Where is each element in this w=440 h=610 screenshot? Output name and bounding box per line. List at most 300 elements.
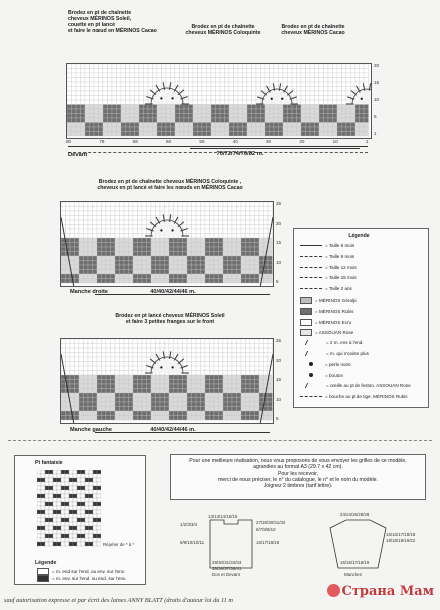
chart-cell — [192, 407, 197, 412]
chart-cell — [333, 69, 338, 74]
chart-cell — [79, 357, 84, 362]
chart-cell — [142, 274, 147, 279]
chart-cell — [207, 96, 212, 101]
fantaisie-cell — [61, 542, 65, 546]
chart-cell — [196, 371, 201, 376]
chart-cell — [232, 357, 237, 362]
chart-cell — [124, 238, 129, 243]
chart-cell — [237, 357, 242, 362]
chart-cell — [144, 73, 149, 78]
chart-cell — [259, 252, 264, 257]
chart-cell — [88, 393, 93, 398]
chart-cell — [174, 393, 179, 398]
chart-cell — [178, 402, 183, 407]
chart-cell — [160, 411, 165, 416]
chart-cell — [234, 132, 239, 137]
chart-cell — [292, 78, 297, 83]
chart-cell — [61, 265, 66, 270]
fantaisie-cell — [45, 470, 49, 474]
chart-cell — [237, 202, 242, 207]
manche-gauche-title: Manche gauche — [70, 427, 112, 433]
chart-cell — [214, 247, 219, 252]
chart-cell — [214, 344, 219, 349]
chart-cell — [246, 389, 251, 394]
chart-cell — [151, 393, 156, 398]
fantaisie-cell — [69, 490, 73, 494]
chart-cell — [66, 265, 71, 270]
chart-cell — [319, 69, 324, 74]
chart-cell — [129, 252, 134, 257]
chart-cell — [255, 411, 260, 416]
chart-cell — [120, 380, 125, 385]
chart-cell — [135, 91, 140, 96]
chart-cell — [93, 265, 98, 270]
chart-cell — [246, 393, 251, 398]
pt-fantaisie-title: Pt fantaisie — [35, 460, 63, 466]
legend-title: Légende — [348, 233, 370, 239]
fantaisie-cell — [49, 538, 53, 542]
fantaisie-cell — [61, 494, 65, 498]
chart-cell — [103, 105, 108, 110]
chart-cell — [198, 73, 203, 78]
chart-cell — [97, 384, 102, 389]
chart-cell — [139, 123, 144, 128]
chart-cell — [75, 357, 80, 362]
chart-cell — [106, 238, 111, 243]
chart-cell — [364, 82, 369, 87]
chart-cell — [219, 348, 224, 353]
chart-cell — [183, 344, 188, 349]
chart-cell — [189, 69, 194, 74]
chart-cell — [214, 207, 219, 212]
chart-cell — [333, 118, 338, 123]
chart-cell — [129, 411, 134, 416]
chart-cell — [108, 87, 113, 92]
chart-cell — [106, 211, 111, 216]
chart-cell — [237, 362, 242, 367]
chart-cell — [328, 118, 333, 123]
chart-cell — [144, 87, 149, 92]
fantaisie-cell — [49, 478, 53, 482]
chart-cell — [220, 69, 225, 74]
fantaisie-cell — [77, 526, 81, 530]
chart-cell — [138, 407, 143, 412]
fantaisie-cell — [85, 486, 89, 490]
fantaisie-cell — [69, 494, 73, 498]
chart-cell — [129, 229, 134, 234]
chart-cell — [130, 118, 135, 123]
chart-cell — [324, 105, 329, 110]
fantaisie-cell — [93, 494, 97, 498]
legend-item: = 2 m. ens à l'end. — [300, 340, 364, 345]
chart-cell — [94, 78, 99, 83]
chart-cell — [324, 132, 329, 137]
chart-cell — [151, 375, 156, 380]
chart-cell — [178, 216, 183, 221]
chart-cell — [187, 274, 192, 279]
chart-cell — [75, 279, 80, 284]
chart-cell — [151, 344, 156, 349]
chart-cell — [94, 114, 99, 119]
chart-cell — [180, 78, 185, 83]
chart-cell — [193, 118, 198, 123]
chart-cell — [94, 118, 99, 123]
chart-cell — [120, 225, 125, 230]
scale-label: 25 — [276, 338, 282, 343]
chart-cell — [214, 353, 219, 358]
chart-cell — [120, 202, 125, 207]
chart-cell — [268, 247, 273, 252]
fantaisie-cell — [89, 530, 93, 534]
chart-cell — [174, 375, 179, 380]
chart-cell — [223, 261, 228, 266]
chart-cell — [138, 279, 143, 284]
chart-cell — [337, 87, 342, 92]
chart-cell — [93, 407, 98, 412]
chart-cell — [139, 105, 144, 110]
chart-cell — [192, 393, 197, 398]
chart-cell — [205, 229, 210, 234]
chart-cell — [70, 238, 75, 243]
chart-cell — [223, 202, 228, 207]
chart-cell — [169, 238, 174, 243]
chart-cell — [76, 114, 81, 119]
chart-cell — [283, 64, 288, 69]
chart-cell — [171, 105, 176, 110]
chart-cell — [297, 64, 302, 69]
chart-cell — [220, 78, 225, 83]
chart-cell — [183, 339, 188, 344]
chart-cell — [138, 252, 143, 257]
chart-cell — [129, 256, 134, 261]
chart-cell — [210, 225, 215, 230]
chart-cell — [156, 279, 161, 284]
chart-cell — [228, 380, 233, 385]
chart-cell — [84, 366, 89, 371]
chart-cell — [228, 279, 233, 284]
chart-cell — [117, 118, 122, 123]
chart-cell — [147, 252, 152, 257]
chart-cell — [148, 64, 153, 69]
chart-cell — [79, 252, 84, 257]
chart-cell — [211, 69, 216, 74]
chart-cell — [207, 118, 212, 123]
chart-cell — [246, 256, 251, 261]
legend-item: = MÉRINOS Rubis — [300, 308, 353, 315]
chart-cell — [219, 357, 224, 362]
chart-cell — [306, 105, 311, 110]
chart-cell — [232, 211, 237, 216]
chart-cell — [88, 402, 93, 407]
chart-cell — [205, 353, 210, 358]
chart-cell — [261, 105, 266, 110]
fantaisie-cell — [37, 494, 41, 498]
chart-cell — [256, 69, 261, 74]
chart-cell — [220, 105, 225, 110]
chart-cell — [223, 339, 228, 344]
chart-cell — [166, 114, 171, 119]
chart-cell — [115, 384, 120, 389]
fantaisie-cell — [77, 518, 81, 522]
chart-cell — [183, 362, 188, 367]
chart-cell — [238, 118, 243, 123]
chart-cell — [178, 398, 183, 403]
fantaisie-cell — [81, 530, 85, 534]
chart-cell — [241, 344, 246, 349]
chart-cell — [333, 123, 338, 128]
fantaisie-cell — [41, 522, 45, 526]
fantaisie-cell — [77, 502, 81, 506]
chart-cell — [306, 73, 311, 78]
chart-cell — [84, 279, 89, 284]
chart-cell — [223, 229, 228, 234]
chart-cell — [252, 114, 257, 119]
fantaisie-cell — [97, 474, 101, 478]
chart-cell — [333, 91, 338, 96]
chart-cell — [124, 216, 129, 221]
fantaisie-cell — [77, 486, 81, 490]
chart-cell — [196, 362, 201, 367]
chart-cell — [229, 96, 234, 101]
chart-cell — [81, 96, 86, 101]
chart-cell — [205, 357, 210, 362]
chart-cell — [250, 357, 255, 362]
chart-cell — [76, 87, 81, 92]
fantaisie-cell — [49, 510, 53, 514]
chart-cell — [151, 207, 156, 212]
chart-cell — [88, 252, 93, 257]
chart-cell — [93, 362, 98, 367]
chart-cell — [175, 114, 180, 119]
note-top-3: Brodez en pt de chaînette cheveux MÉRINOS Cacao — [281, 24, 345, 36]
chart-cell — [93, 238, 98, 243]
chart-cell — [261, 109, 266, 114]
chart-cell — [355, 132, 360, 137]
chart-cell — [124, 252, 129, 257]
chart-cell — [165, 238, 170, 243]
chart-cell — [196, 357, 201, 362]
chart-cell — [133, 256, 138, 261]
chart-cell — [205, 380, 210, 385]
fantaisie-cell — [77, 470, 81, 474]
chart-cell — [108, 78, 113, 83]
chart-cell — [346, 91, 351, 96]
fantaisie-cell — [45, 510, 49, 514]
chart-cell — [225, 96, 230, 101]
chart-cell — [67, 64, 72, 69]
chart-cell — [210, 274, 215, 279]
chart-cell — [205, 398, 210, 403]
chart-cell — [333, 127, 338, 132]
chart-cell — [138, 261, 143, 266]
chart-cell — [126, 127, 131, 132]
chart-cell — [265, 78, 270, 83]
chart-cell — [297, 91, 302, 96]
chart-cell — [201, 398, 206, 403]
chart-cell — [256, 123, 261, 128]
chart-cell — [214, 274, 219, 279]
chart-cell — [228, 216, 233, 221]
chart-cell — [124, 375, 129, 380]
sch-front-side3: 16/17/18/19 — [256, 540, 280, 545]
chart-cell — [241, 402, 246, 407]
chart-cell — [174, 411, 179, 416]
chart-cell — [178, 375, 183, 380]
chart-cell — [106, 339, 111, 344]
chart-cell — [187, 375, 192, 380]
chart-cell — [270, 123, 275, 128]
chart-cell — [255, 279, 260, 284]
chart-cell — [144, 118, 149, 123]
chart-cell — [142, 279, 147, 284]
chart-cell — [229, 132, 234, 137]
chart-cell — [106, 416, 111, 421]
chart-cell — [246, 339, 251, 344]
fantaisie-cell — [37, 534, 41, 538]
fantaisie-cell — [41, 474, 45, 478]
chart-cell — [198, 118, 203, 123]
chart-cell — [120, 371, 125, 376]
fantaisie-cell — [53, 498, 57, 502]
chart-cell — [120, 211, 125, 216]
chart-cell — [171, 64, 176, 69]
scale-label: 10 — [332, 139, 338, 144]
chart-cell — [183, 265, 188, 270]
chart-cell — [88, 279, 93, 284]
chart-cell — [144, 64, 149, 69]
chart-cell — [319, 109, 324, 114]
chart-cell — [70, 234, 75, 239]
chart-cell — [151, 389, 156, 394]
chart-cell — [255, 380, 260, 385]
chart-cell — [214, 202, 219, 207]
chart-cell — [84, 265, 89, 270]
chart-cell — [259, 229, 264, 234]
chart-cell — [255, 362, 260, 367]
chart-cell — [102, 220, 107, 225]
fantaisie-cell — [73, 490, 77, 494]
eye-dot — [160, 229, 162, 231]
chart-cell — [178, 252, 183, 257]
chart-cell — [72, 73, 77, 78]
chart-cell — [76, 109, 81, 114]
chart-cell — [342, 123, 347, 128]
chart-cell — [124, 220, 129, 225]
chart-cell — [106, 256, 111, 261]
chart-cell — [138, 243, 143, 248]
chart-cell — [187, 348, 192, 353]
chart-cell — [228, 339, 233, 344]
chart-cell — [364, 114, 369, 119]
chart-cell — [112, 100, 117, 105]
sch-front-left2: 9/9/10/10/11 — [180, 540, 205, 545]
chart-cell — [138, 265, 143, 270]
chart-cell — [99, 123, 104, 128]
chart-cell — [178, 384, 183, 389]
fantaisie-cell — [57, 538, 61, 542]
chart-cell — [130, 87, 135, 92]
chart-cell — [142, 256, 147, 261]
chart-cell — [183, 393, 188, 398]
chart-cell — [319, 105, 324, 110]
chart-cell — [142, 398, 147, 403]
chart-cell — [76, 132, 81, 137]
chart-cell — [139, 109, 144, 114]
chart-cell — [184, 109, 189, 114]
chart-cell — [93, 274, 98, 279]
scale-label: 79 — [99, 139, 105, 144]
chart-cell — [153, 64, 158, 69]
chart-cell — [93, 371, 98, 376]
chart-cell — [192, 270, 197, 275]
chart-cell — [216, 73, 221, 78]
chart-cell — [346, 82, 351, 87]
chart-cell — [225, 123, 230, 128]
fantaisie-cell — [89, 502, 93, 506]
chart-cell — [67, 105, 72, 110]
chart-cell — [246, 366, 251, 371]
chart-cell — [210, 348, 215, 353]
pt-fantaisie-legend-2: = m. env. sur l'end. ou end. sur l'env. — [37, 575, 126, 582]
chart-cell — [162, 132, 167, 137]
scale-label: 10 — [276, 259, 282, 265]
chart-cell — [160, 389, 165, 394]
chart-cell — [97, 371, 102, 376]
chart-cell — [81, 64, 86, 69]
chart-cell — [301, 109, 306, 114]
chart-cell — [183, 402, 188, 407]
devant-dim-line — [190, 148, 360, 149]
chart-cell — [84, 411, 89, 416]
chart-cell — [283, 69, 288, 74]
chart-cell — [85, 64, 90, 69]
chart-cell — [196, 261, 201, 266]
chart-cell — [79, 279, 84, 284]
chart-cell — [241, 353, 246, 358]
chart-cell — [210, 243, 215, 248]
chart-cell — [90, 132, 95, 137]
chart-cell — [283, 109, 288, 114]
chart-cell — [364, 73, 369, 78]
chart-cell — [319, 132, 324, 137]
chart-cell — [207, 109, 212, 114]
chart-cell — [241, 270, 246, 275]
fantaisie-cell — [57, 510, 61, 514]
chart-cell — [238, 69, 243, 74]
chart-cell — [237, 389, 242, 394]
chart-cell — [112, 69, 117, 74]
chart-cell — [75, 348, 80, 353]
chart-cell — [268, 344, 273, 349]
fantaisie-cell — [53, 526, 57, 530]
chart-cell — [151, 270, 156, 275]
chart-cell — [201, 366, 206, 371]
chart-cell — [241, 247, 246, 252]
chart-cell — [192, 279, 197, 284]
chart-cell — [219, 279, 224, 284]
chart-cell — [124, 348, 129, 353]
chart-cell — [79, 274, 84, 279]
chart-cell — [75, 261, 80, 266]
chart-cell — [129, 380, 134, 385]
chart-cell — [306, 69, 311, 74]
chart-cell — [178, 274, 183, 279]
chart-cell — [228, 225, 233, 230]
fantaisie-cell — [57, 498, 61, 502]
chart-cell — [246, 407, 251, 412]
chart-cell — [219, 393, 224, 398]
fantaisie-cell — [57, 470, 61, 474]
